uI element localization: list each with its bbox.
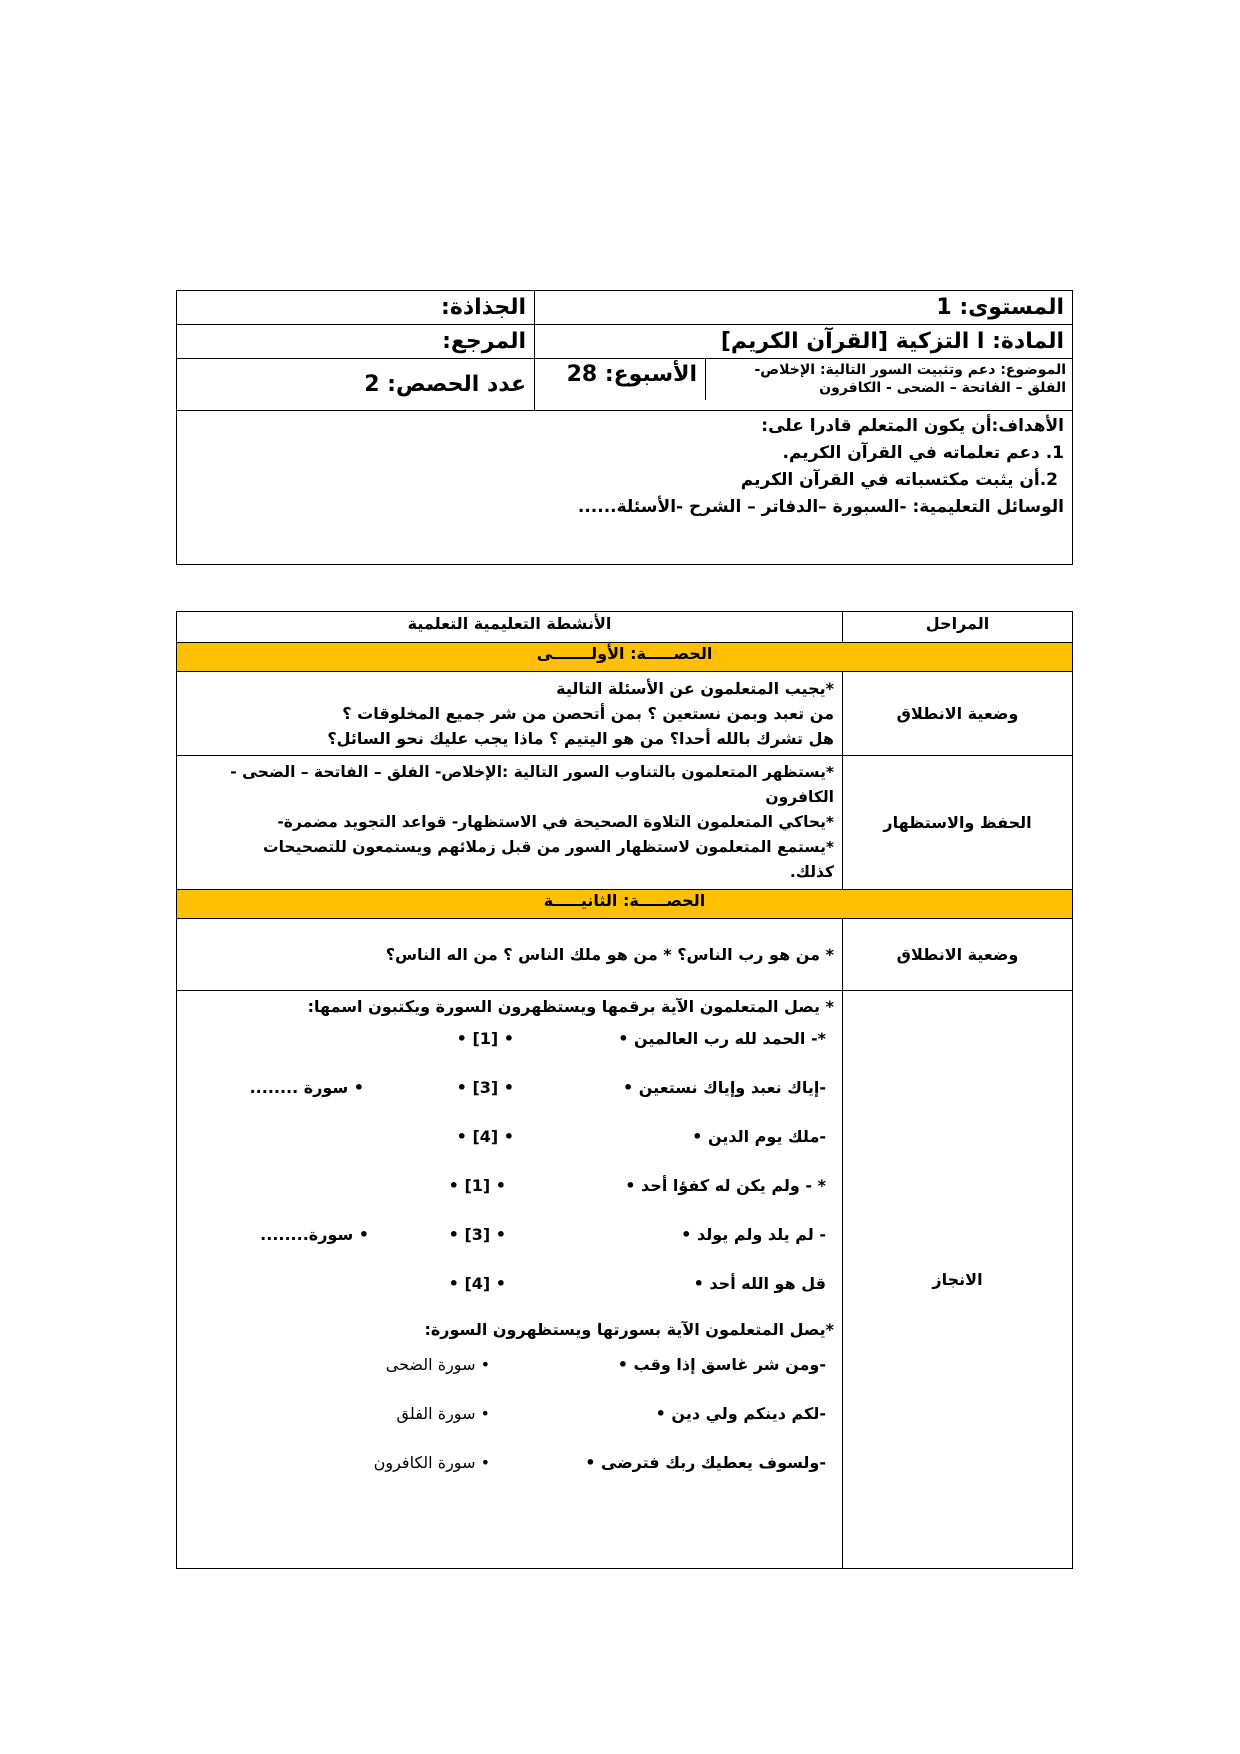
surah-option: • سورة الفلق bbox=[396, 1404, 490, 1423]
match-row bbox=[185, 1068, 834, 1117]
stage-launch-1: وضعية الانطلاق bbox=[843, 672, 1073, 756]
verse-text: -ولسوف يعطيك ربك فترضى • bbox=[585, 1453, 826, 1472]
match-row bbox=[185, 1215, 834, 1264]
col-header-stages: المراحل bbox=[843, 612, 1073, 643]
match-row bbox=[185, 1345, 834, 1394]
verse-number: • [1] • bbox=[448, 1176, 506, 1195]
s2-launch-line: * من هو رب الناس؟ * من هو ملك الناس ؟ من اله الناس؟ bbox=[385, 945, 834, 964]
verse-number: • [4] • bbox=[448, 1274, 506, 1293]
s2-launch-cell bbox=[177, 919, 843, 991]
stage-memorize: الحفظ والاستظهار bbox=[843, 756, 1073, 890]
means: الوسائل التعليمية: -السبورة –الدفاتر – الشرح -الأسئلة...... bbox=[577, 497, 1065, 517]
goals-title: الأهداف:أن يكون المتعلم قادرا على: bbox=[761, 416, 1065, 436]
s1-launch-cell bbox=[177, 672, 843, 756]
verse-text: * - ولم يكن له كفؤا أحد • bbox=[625, 1176, 826, 1195]
s1-memorize-cell bbox=[177, 756, 843, 890]
level-cell: المستوى: 1 bbox=[535, 291, 1073, 325]
verse-text: *- الحمد لله رب العالمين • bbox=[618, 1029, 826, 1048]
topic-line-2: الفلق – الفاتحة – الضحى - الكافرون bbox=[819, 380, 1067, 396]
match-row bbox=[185, 1264, 834, 1313]
topic-cell bbox=[535, 359, 1073, 411]
activities-table bbox=[176, 611, 1073, 1569]
match-row bbox=[185, 1394, 834, 1443]
surah-option: • سورة الضحى bbox=[385, 1355, 490, 1374]
stage-launch-2: وضعية الانطلاق bbox=[843, 919, 1073, 991]
verse-number: • [4] • bbox=[456, 1127, 514, 1146]
goals-cell bbox=[177, 411, 1073, 565]
s1-launch-line: هل تشرك بالله أحدا؟ من هو اليتيم ؟ ماذا يجب عليك نحو السائل؟ bbox=[327, 729, 834, 748]
match-row bbox=[185, 1019, 834, 1068]
topic-line-1: الموضوع: دعم وتثبيت السور التالية: الإخلاص- bbox=[754, 362, 1067, 378]
verse-text: قل هو الله أحد • bbox=[693, 1274, 826, 1293]
match-row bbox=[185, 1443, 834, 1492]
verse-text: -ملك يوم الدين • bbox=[692, 1127, 826, 1146]
verse-text: -لكم دينكم ولي دين • bbox=[655, 1404, 826, 1423]
verse-text: - لم يلد ولم يولد • bbox=[681, 1225, 826, 1244]
col-header-activities: الأنشطة التعليمية التعلمية bbox=[177, 612, 843, 643]
session-2-band: الحصـــــة: الثانيـــــة bbox=[177, 890, 1073, 919]
achieve-intro: * يصل المتعلمون الآية برقمها ويستظهرون السورة ويكتبون اسمها: bbox=[307, 997, 834, 1016]
goal-1: 1. دعم تعلماته في القرآن الكريم. bbox=[782, 443, 1065, 463]
stage-achieve: الانجاز bbox=[843, 991, 1073, 1569]
goal-2: 2.أن يثبت مكتسباته في القرآن الكريم bbox=[740, 470, 1059, 490]
subject-cell: المادة: ا التزكية [القرآن الكريم] bbox=[535, 325, 1073, 359]
reference-cell: المرجع: bbox=[177, 325, 535, 359]
header-table bbox=[176, 290, 1073, 565]
s1-memorize-line: *يستمع المتعلمون لاستظهار السور من قبل زملائهم ويستمعون للتصحيحات bbox=[263, 838, 834, 856]
s1-launch-line: من تعبد وبمن نستعين ؟ بمن أتحصن من شر جميع المخلوقات ؟ bbox=[342, 704, 834, 723]
week-cell: الأسبوع: 28 bbox=[567, 358, 706, 400]
match-row bbox=[185, 1166, 834, 1215]
surah-blank: • سورة ........ bbox=[249, 1078, 364, 1097]
verse-number: • [1] • bbox=[456, 1029, 514, 1048]
s1-memorize-line: الكافرون bbox=[765, 788, 834, 806]
sessions-cell: عدد الحصص: 2 bbox=[177, 359, 535, 411]
achieve-cell bbox=[177, 991, 843, 1569]
surah-option: • سورة الكافرون bbox=[373, 1453, 490, 1472]
s1-launch-line: *يجيب المتعلمون عن الأسئلة التالية bbox=[556, 679, 834, 698]
s1-memorize-line: كذلك. bbox=[789, 863, 834, 881]
match-row bbox=[185, 1117, 834, 1166]
s1-memorize-line: *يستظهر المتعلمون بالتناوب السور التالية :الإخلاص- الفلق – الفاتحة – الضحى - bbox=[230, 763, 834, 781]
surah-blank: • سورة........ bbox=[260, 1225, 369, 1244]
achieve-intro-2: *يصل المتعلمون الآية بسورتها ويستظهرون السورة: bbox=[424, 1320, 834, 1339]
stem-cell: الجذاذة: bbox=[177, 291, 535, 325]
session-1-band: الحصـــــة: الأولـــــــى bbox=[177, 643, 1073, 672]
verse-number: • [3] • bbox=[456, 1078, 514, 1097]
verse-number: • [3] • bbox=[448, 1225, 506, 1244]
verse-text: -إياك نعبد وإياك نستعين • bbox=[622, 1078, 826, 1097]
verse-text: -ومن شر غاسق إذا وقب • bbox=[617, 1355, 826, 1374]
s1-memorize-line: *يحاكي المتعلمون التلاوة الصحيحة في الاستظهار- قواعد التجويد مضمرة- bbox=[277, 813, 834, 831]
